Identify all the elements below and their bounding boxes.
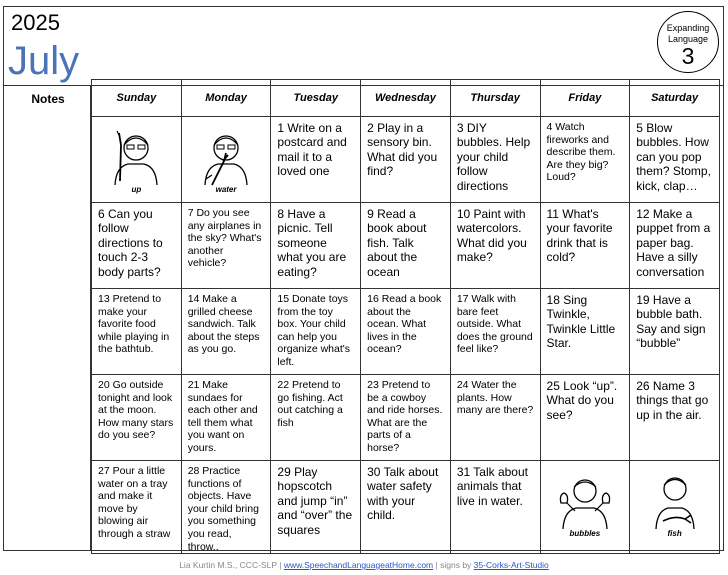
day-cell-4: 4 Watch fireworks and describe them. Are they big? Loud? — [540, 117, 630, 203]
day-cell-22: 22 Pretend to go fishing. Act out catching a fish — [271, 375, 361, 461]
week-row — [92, 375, 720, 461]
day-cell-10: 10 Paint with watercolors. What did you make? — [450, 203, 540, 289]
day-cell-14: 14 Make a grilled cheese sandwich. Talk about the steps as you go. — [181, 289, 271, 375]
day-header-tuesday: Tuesday — [271, 80, 361, 117]
day-cell-16: 16 Read a book about the ocean. What lives in the ocean? — [361, 289, 451, 375]
day-cell-6: 6 Can you follow directions to touch 2-3 body parts? — [92, 203, 182, 289]
footer-site-link[interactable]: www.SpeechandLanguageatHome.com — [283, 560, 434, 570]
badge-text: Expanding Language — [666, 23, 710, 44]
notes-label: Notes — [31, 92, 65, 106]
sign-cell-fish — [630, 461, 720, 554]
day-cell-2: 2 Play in a sensory bin. What did you find? — [361, 117, 451, 203]
sign-caption: bubbles — [569, 529, 601, 538]
day-cell-29: 29 Play hopscotch and jump “in” and “over” the squares — [271, 461, 361, 554]
week-row — [92, 289, 720, 375]
day-cell-31: 31 Talk about animals that live in water. — [450, 461, 540, 554]
day-cell-9: 9 Read a book about fish. Talk about the ocean — [361, 203, 451, 289]
sign-water-icon — [196, 121, 256, 187]
sign-cell-up — [92, 117, 182, 203]
day-cell-15: 15 Donate toys from the toy box. Your child can help you organize what's left. — [271, 289, 361, 375]
day-cell-25: 25 Look “up”. What do you see? — [540, 375, 630, 461]
footer-studio-link[interactable]: 35-Corks-Art-Studio — [473, 560, 549, 570]
day-cell-8: 8 Have a picnic. Tell someone what you are eating? — [271, 203, 361, 289]
sign-cell-water — [181, 117, 271, 203]
day-cell-26: 26 Name 3 things that go up in the air. — [630, 375, 720, 461]
footer-separator: | — [279, 560, 282, 570]
day-cell-13: 13 Pretend to make your favorite food while playing in the bathtub. — [92, 289, 182, 375]
day-cell-7: 7 Do you see any airplanes in the sky? What's another vehicle? — [181, 203, 271, 289]
day-header-wednesday: Wednesday — [361, 80, 451, 117]
notes-column — [4, 86, 92, 550]
day-cell-5: 5 Blow bubbles. How can you pop them? Stomp, kick, clap… — [630, 117, 720, 203]
footer-author: Lia Kurtin M.S., CCC-SLP — [179, 560, 277, 570]
sign-up-icon — [106, 121, 166, 187]
calendar-header — [4, 7, 723, 86]
week-row — [92, 117, 720, 203]
day-cell-12: 12 Make a puppet from a paper bag. Have a silly conversation — [630, 203, 720, 289]
day-cell-30: 30 Talk about water safety with your child. — [361, 461, 451, 554]
sign-caption: up — [131, 185, 142, 194]
day-cell-20: 20 Go outside tonight and look at the moon. How many stars do you see? — [92, 375, 182, 461]
level-badge — [657, 11, 719, 73]
day-header-sunday: Sunday — [92, 80, 182, 117]
day-cell-24: 24 Water the plants. How many are there? — [450, 375, 540, 461]
day-cell-1: 1 Write on a postcard and mail it to a loved one — [271, 117, 361, 203]
year-label: 2025 — [11, 10, 60, 35]
footer — [0, 560, 728, 570]
day-cell-11: 11 What's your favorite drink that is cold? — [540, 203, 630, 289]
day-header-saturday: Saturday — [630, 80, 720, 117]
week-row — [92, 461, 720, 554]
day-cell-21: 21 Make sundaes for each other and tell them what you want on yours. — [181, 375, 271, 461]
badge-number: 3 — [681, 43, 695, 69]
day-cell-19: 19 Have a bubble bath. Say and sign “bubble” — [630, 289, 720, 375]
sign-caption: water — [215, 185, 237, 194]
sign-bubbles-icon — [553, 465, 617, 531]
week-row — [92, 203, 720, 289]
weekday-header-row — [92, 80, 720, 117]
day-cell-3: 3 DIY bubbles. Help your child follow directions — [450, 117, 540, 203]
day-cell-23: 23 Pretend to be a cowboy and ride horses. What are the parts of a horse? — [361, 375, 451, 461]
sign-fish-icon — [645, 465, 705, 531]
day-header-monday: Monday — [181, 80, 271, 117]
day-cell-27: 27 Pour a little water on a tray and make it move by blowing air through a straw — [92, 461, 182, 554]
day-header-friday: Friday — [540, 80, 630, 117]
sign-cell-bubbles — [540, 461, 630, 554]
calendar-grid — [91, 79, 720, 554]
day-cell-28: 28 Practice functions of objects. Have your child bring you something you read, throw.. — [181, 461, 271, 554]
day-cell-17: 17 Walk with bare feet outside. What does the ground feel like? — [450, 289, 540, 375]
day-header-thursday: Thursday — [450, 80, 540, 117]
day-cell-18: 18 Sing Twinkle, Twinkle Little Star. — [540, 289, 630, 375]
footer-signs-label: signs by — [440, 560, 472, 570]
footer-separator: | — [435, 560, 438, 570]
month-title: July — [8, 39, 80, 83]
sign-caption: fish — [667, 529, 682, 538]
